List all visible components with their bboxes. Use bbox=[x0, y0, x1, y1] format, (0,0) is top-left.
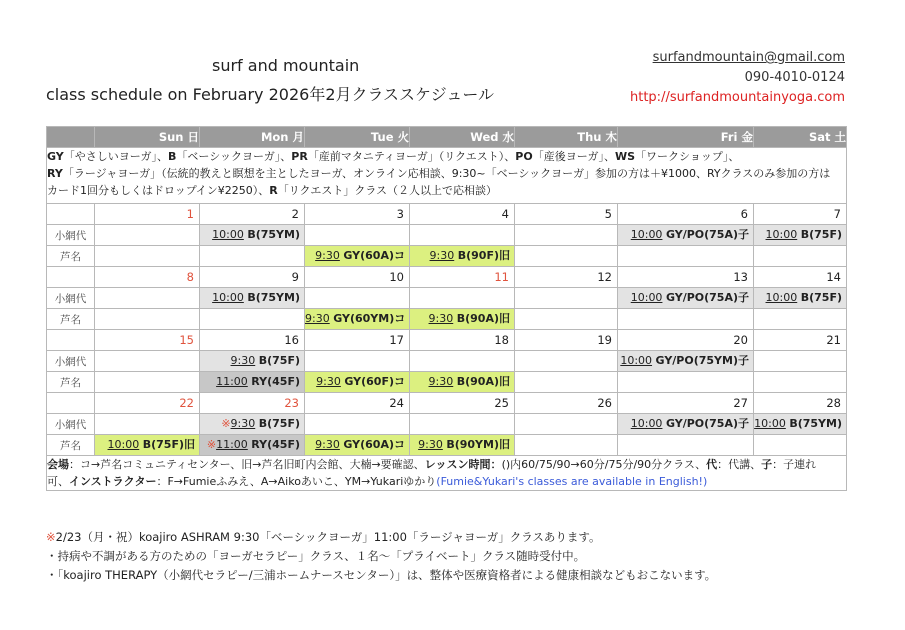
class-time: 10:00 bbox=[620, 354, 653, 367]
class-cell bbox=[515, 288, 618, 309]
class-cell bbox=[95, 225, 200, 246]
date-cell: 20 bbox=[618, 330, 754, 351]
class-time: 9:30 bbox=[305, 312, 330, 325]
date-row bbox=[47, 267, 847, 288]
date-cell: 6 bbox=[618, 204, 754, 225]
date-row bbox=[47, 204, 847, 225]
class-name: B(90A)旧 bbox=[456, 312, 510, 325]
class-time: 10:00 bbox=[630, 228, 663, 241]
class-time: 9:30 bbox=[429, 249, 455, 262]
class-cell bbox=[618, 435, 754, 456]
date-row bbox=[47, 330, 847, 351]
class-cell bbox=[754, 414, 847, 435]
date-row bbox=[47, 393, 847, 414]
class-time: 9:30 bbox=[418, 438, 443, 451]
class-cell bbox=[200, 225, 305, 246]
note-line: ・「koajiro THERAPY（小網代セラピー/三浦ホームナースセンター）」は、整体や医療資格者による健康相談などもおこないます。 bbox=[46, 568, 717, 582]
class-time: 10:00 bbox=[212, 228, 244, 241]
class-cell bbox=[515, 351, 618, 372]
venue-legend: 会場：コ→芦名コミュニティセンター、旧→芦名旧町内会館、大楠→要確認、レッスン時間：()内60/75/90→60分/75分/90分クラス、代：代講、子：子連れ 可、インストラクター：F→Fumieふみえ、A→Aikoあいこ、YM→Yukariゆかり(Fumie&Yukari's classes are available in English!) bbox=[47, 456, 847, 491]
venue-row-ashina bbox=[47, 246, 847, 267]
class-cell bbox=[95, 246, 200, 267]
class-cell bbox=[515, 225, 618, 246]
class-cell bbox=[618, 414, 754, 435]
class-time: 9:30 bbox=[428, 375, 454, 388]
email-link[interactable]: surfandmountain@gmail.com bbox=[652, 50, 845, 65]
class-cell bbox=[200, 351, 305, 372]
class-entry[interactable] bbox=[410, 372, 514, 392]
date-cell: 12 bbox=[515, 267, 618, 288]
class-entry[interactable] bbox=[410, 435, 514, 455]
date-cell: 23 bbox=[200, 393, 305, 414]
class-cell bbox=[95, 288, 200, 309]
row-label-empty bbox=[47, 393, 95, 414]
phone-number: 090-4010-0124 bbox=[744, 70, 845, 85]
day-header: Tue 火 bbox=[305, 127, 410, 148]
class-time: 10:00 bbox=[630, 291, 663, 304]
class-cell bbox=[410, 351, 515, 372]
legend: GY「やさしいヨーガ」、B「ベーシックヨーガ」、PR「産前マタニティヨーガ」（リクエスト）、PO「産後ヨーガ」、WS「ワークショップ」、 RY「ラージャヨーガ」（伝統的教えと瞑想を主としたヨーガ、オンライン応相談、9:30~「ベーシックヨーガ」参加の方は＋¥1000、RYクラスのみ参加の方は カード1回分もしくはドロップイン¥2250）、R「リクエスト」クラス（２人以上で応相談） bbox=[47, 148, 847, 204]
venue-label: 芦名 bbox=[47, 372, 95, 393]
class-cell bbox=[515, 372, 618, 393]
class-entry[interactable] bbox=[305, 246, 409, 266]
class-cell bbox=[754, 351, 847, 372]
day-header: Sun 日 bbox=[95, 127, 200, 148]
class-cell bbox=[618, 372, 754, 393]
class-cell bbox=[410, 372, 515, 393]
class-name: RY(45F) bbox=[251, 438, 300, 451]
day-header: Thu 木 bbox=[515, 127, 618, 148]
class-cell bbox=[754, 309, 847, 330]
class-cell bbox=[754, 435, 847, 456]
date-cell: 28 bbox=[754, 393, 847, 414]
class-entry[interactable] bbox=[200, 372, 304, 392]
class-cell bbox=[515, 309, 618, 330]
date-cell: 21 bbox=[754, 330, 847, 351]
class-cell bbox=[305, 225, 410, 246]
class-cell bbox=[754, 225, 847, 246]
class-time: 9:30 bbox=[315, 249, 340, 262]
note-mark: ※ bbox=[221, 417, 231, 430]
date-cell: 11 bbox=[410, 267, 515, 288]
class-cell bbox=[618, 246, 754, 267]
date-cell: 2 bbox=[200, 204, 305, 225]
venue-row-koajiro bbox=[47, 225, 847, 246]
title-line2: class schedule on February 2026年2月クラススケジュール bbox=[46, 85, 495, 104]
venue-row-koajiro bbox=[47, 414, 847, 435]
class-cell bbox=[200, 246, 305, 267]
title-line1: surf and mountain bbox=[212, 56, 360, 75]
class-cell bbox=[200, 435, 305, 456]
class-cell bbox=[95, 372, 200, 393]
notes bbox=[46, 528, 866, 585]
class-cell bbox=[410, 309, 515, 330]
class-cell bbox=[305, 372, 410, 393]
class-entry[interactable] bbox=[200, 288, 304, 308]
class-cell bbox=[305, 435, 410, 456]
row-label-empty bbox=[47, 204, 95, 225]
class-entry[interactable] bbox=[200, 351, 304, 371]
class-entry[interactable] bbox=[410, 309, 514, 329]
date-cell: 14 bbox=[754, 267, 847, 288]
day-header: Wed 水 bbox=[410, 127, 515, 148]
class-entry[interactable] bbox=[200, 414, 304, 434]
class-cell bbox=[95, 414, 200, 435]
class-cell bbox=[410, 246, 515, 267]
date-cell: 17 bbox=[305, 330, 410, 351]
venue-label: 芦名 bbox=[47, 435, 95, 456]
class-name: GY/PO(75A)子 bbox=[665, 291, 749, 304]
class-cell bbox=[305, 351, 410, 372]
class-cell bbox=[618, 351, 754, 372]
class-cell bbox=[95, 435, 200, 456]
note-line: ・持病や不調がある方のための「ヨーガセラピー」クラス、１名〜「プライベート」クラス随時受付中。 bbox=[46, 549, 586, 563]
venue-row-ashina bbox=[47, 309, 847, 330]
row-label-empty bbox=[47, 267, 95, 288]
class-name: GY(60A)コ bbox=[343, 438, 405, 451]
date-cell: 7 bbox=[754, 204, 847, 225]
class-time: 10:00 bbox=[754, 417, 786, 430]
class-name: B(90A)旧 bbox=[456, 375, 510, 388]
class-name: GY/PO(75A)子 bbox=[665, 417, 749, 430]
class-cell bbox=[410, 225, 515, 246]
date-cell: 10 bbox=[305, 267, 410, 288]
class-entry[interactable] bbox=[305, 309, 409, 329]
class-cell bbox=[410, 435, 515, 456]
class-cell bbox=[515, 414, 618, 435]
date-cell: 5 bbox=[515, 204, 618, 225]
class-cell bbox=[618, 309, 754, 330]
venue-label: 小網代 bbox=[47, 225, 95, 246]
legend-row bbox=[47, 148, 847, 204]
venue-label: 小網代 bbox=[47, 414, 95, 435]
venue-label: 芦名 bbox=[47, 246, 95, 267]
date-cell: 13 bbox=[618, 267, 754, 288]
class-entry[interactable] bbox=[618, 351, 753, 371]
class-cell bbox=[200, 309, 305, 330]
class-time: 11:00 bbox=[216, 438, 248, 451]
class-name: GY(60F)コ bbox=[344, 375, 405, 388]
class-time: 11:00 bbox=[216, 375, 248, 388]
class-name: B(75F) bbox=[800, 228, 842, 241]
class-time: 10:00 bbox=[765, 228, 798, 241]
date-cell: 15 bbox=[95, 330, 200, 351]
class-time: 9:30 bbox=[230, 417, 256, 430]
schedule-table bbox=[46, 126, 847, 491]
date-cell: 27 bbox=[618, 393, 754, 414]
class-cell bbox=[515, 435, 618, 456]
class-cell bbox=[305, 246, 410, 267]
class-name: B(75F)旧 bbox=[142, 438, 195, 451]
class-name: B(75YM) bbox=[247, 291, 300, 304]
class-entry[interactable] bbox=[618, 414, 753, 434]
day-header-row bbox=[47, 127, 847, 148]
date-cell: 1 bbox=[95, 204, 200, 225]
class-cell bbox=[200, 372, 305, 393]
date-cell: 22 bbox=[95, 393, 200, 414]
class-cell bbox=[305, 414, 410, 435]
class-entry[interactable] bbox=[754, 288, 846, 308]
class-cell bbox=[754, 372, 847, 393]
class-entry[interactable] bbox=[618, 288, 753, 308]
class-name: GY/PO(75A)子 bbox=[665, 228, 749, 241]
class-cell bbox=[95, 351, 200, 372]
class-name: B(75F) bbox=[258, 354, 300, 367]
venue-row-koajiro bbox=[47, 351, 847, 372]
class-name: GY/PO(75YM)子 bbox=[655, 354, 749, 367]
class-entry[interactable] bbox=[95, 435, 199, 455]
class-entry[interactable] bbox=[410, 246, 514, 266]
class-name: B(90F)旧 bbox=[457, 249, 510, 262]
class-entry[interactable] bbox=[305, 435, 409, 455]
venue-row-koajiro bbox=[47, 288, 847, 309]
corner-cell bbox=[47, 127, 95, 148]
day-header: Fri 金 bbox=[618, 127, 754, 148]
day-header: Mon 月 bbox=[200, 127, 305, 148]
class-time: 9:30 bbox=[230, 354, 256, 367]
class-time: 10:00 bbox=[765, 291, 798, 304]
class-cell bbox=[410, 288, 515, 309]
class-name: RY(45F) bbox=[251, 375, 300, 388]
date-cell: 26 bbox=[515, 393, 618, 414]
class-time: 10:00 bbox=[630, 417, 663, 430]
class-cell bbox=[618, 225, 754, 246]
venue-label: 小網代 bbox=[47, 288, 95, 309]
class-cell bbox=[305, 309, 410, 330]
venue-label: 芦名 bbox=[47, 309, 95, 330]
class-name: B(90YM)旧 bbox=[446, 438, 510, 451]
class-name: GY(60YM)コ bbox=[333, 312, 406, 325]
row-label-empty bbox=[47, 330, 95, 351]
class-time: 9:30 bbox=[315, 438, 340, 451]
day-header: Sat 土 bbox=[754, 127, 847, 148]
class-name: B(75F) bbox=[800, 291, 842, 304]
class-entry[interactable] bbox=[754, 225, 846, 245]
date-cell: 24 bbox=[305, 393, 410, 414]
class-time: 10:00 bbox=[212, 291, 244, 304]
footer-row bbox=[47, 456, 847, 491]
date-cell: 16 bbox=[200, 330, 305, 351]
class-cell bbox=[618, 288, 754, 309]
note-mark: ※ bbox=[206, 438, 217, 451]
class-name: B(75YM) bbox=[789, 417, 842, 430]
venue-row-ashina bbox=[47, 435, 847, 456]
class-time: 9:30 bbox=[316, 375, 341, 388]
date-cell: 18 bbox=[410, 330, 515, 351]
class-entry[interactable] bbox=[200, 435, 304, 455]
website-link[interactable]: http://surfandmountainyoga.com bbox=[630, 90, 845, 105]
class-cell bbox=[95, 309, 200, 330]
class-cell bbox=[754, 246, 847, 267]
date-cell: 19 bbox=[515, 330, 618, 351]
class-entry[interactable] bbox=[618, 225, 753, 245]
class-entry[interactable] bbox=[200, 225, 304, 245]
class-name: GY(60A)コ bbox=[343, 249, 405, 262]
class-cell bbox=[410, 414, 515, 435]
class-name: B(75YM) bbox=[247, 228, 300, 241]
class-time: 9:30 bbox=[428, 312, 454, 325]
date-cell: 4 bbox=[410, 204, 515, 225]
date-cell: 25 bbox=[410, 393, 515, 414]
note-line: ※2/23（月・祝）koajiro ASHRAM 9:30「ベーシックヨーガ」11:00「ラージャヨーガ」クラスあります。 bbox=[46, 530, 601, 544]
class-cell bbox=[200, 288, 305, 309]
venue-label: 小網代 bbox=[47, 351, 95, 372]
class-cell bbox=[305, 288, 410, 309]
class-cell bbox=[754, 288, 847, 309]
class-time: 10:00 bbox=[107, 438, 140, 451]
date-cell: 8 bbox=[95, 267, 200, 288]
class-cell bbox=[200, 414, 305, 435]
date-cell: 9 bbox=[200, 267, 305, 288]
date-cell: 3 bbox=[305, 204, 410, 225]
venue-row-ashina bbox=[47, 372, 847, 393]
class-entry[interactable] bbox=[305, 372, 409, 392]
class-entry[interactable] bbox=[754, 414, 846, 434]
class-cell bbox=[515, 246, 618, 267]
class-name: B(75F) bbox=[258, 417, 300, 430]
